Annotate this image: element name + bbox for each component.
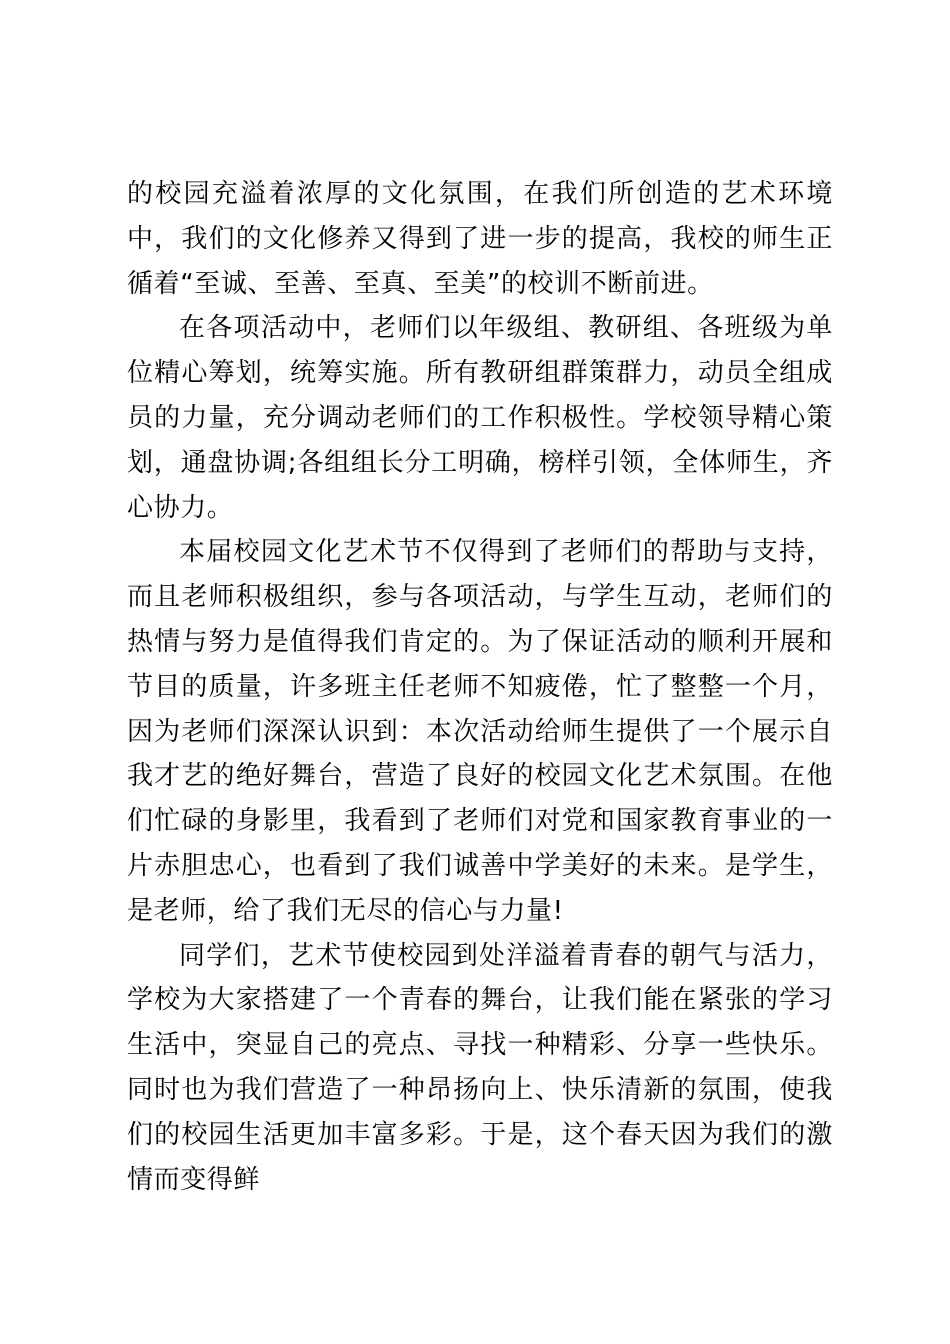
paragraph-2: 在各项活动中，老师们以年级组、教研组、各班级为单位精心筹划，统筹实施。所有教研组群策群力，动员全组成员的力量，充分调动老师们的工作积极性。学校领导精心策划，通盘协调;各组组长分工明确，榜样引领，全体师生，齐心协力。 xyxy=(127,313,833,523)
paragraph-3: 本届校园文化艺术节不仅得到了老师们的帮助与支持，而且老师积极组织，参与各项活动，与学生互动，老师们的热情与努力是值得我们肯定的。为了保证活动的顺利开展和节目的质量，许多班主任老师不知疲倦，忙了整整一个月，因为老师们深深认识到：本次活动给师生提供了一个展示自我才艺的绝好舞台，营造了良好的校园文化艺术氛围。在他们忙碌的身影里，我看到了老师们对党和国家教育事业的一片赤胆忠心，也看到了我们诚善中学美好的未来。是学生，是老师，给了我们无尽的信心与力量! xyxy=(127,537,833,926)
paragraph-1: 的校园充溢着浓厚的文化氛围，在我们所创造的艺术环境中，我们的文化修养又得到了进一步的提高，我校的师生正循着“至诚、至善、至真、至美”的校训不断前进。 xyxy=(127,179,833,299)
document-body xyxy=(127,172,833,1202)
paragraph-4: 同学们，艺术节使校园到处洋溢着青春的朝气与活力，学校为大家搭建了一个青春的舞台，让我们能在紧张的学习生活中，突显自己的亮点、寻找一种精彩、分享一些快乐。同时也为我们营造了一种昂扬向上、快乐清新的氛围，使我们的校园生活更加丰富多彩。于是，这个春天因为我们的激情而变得鲜 xyxy=(127,940,833,1195)
